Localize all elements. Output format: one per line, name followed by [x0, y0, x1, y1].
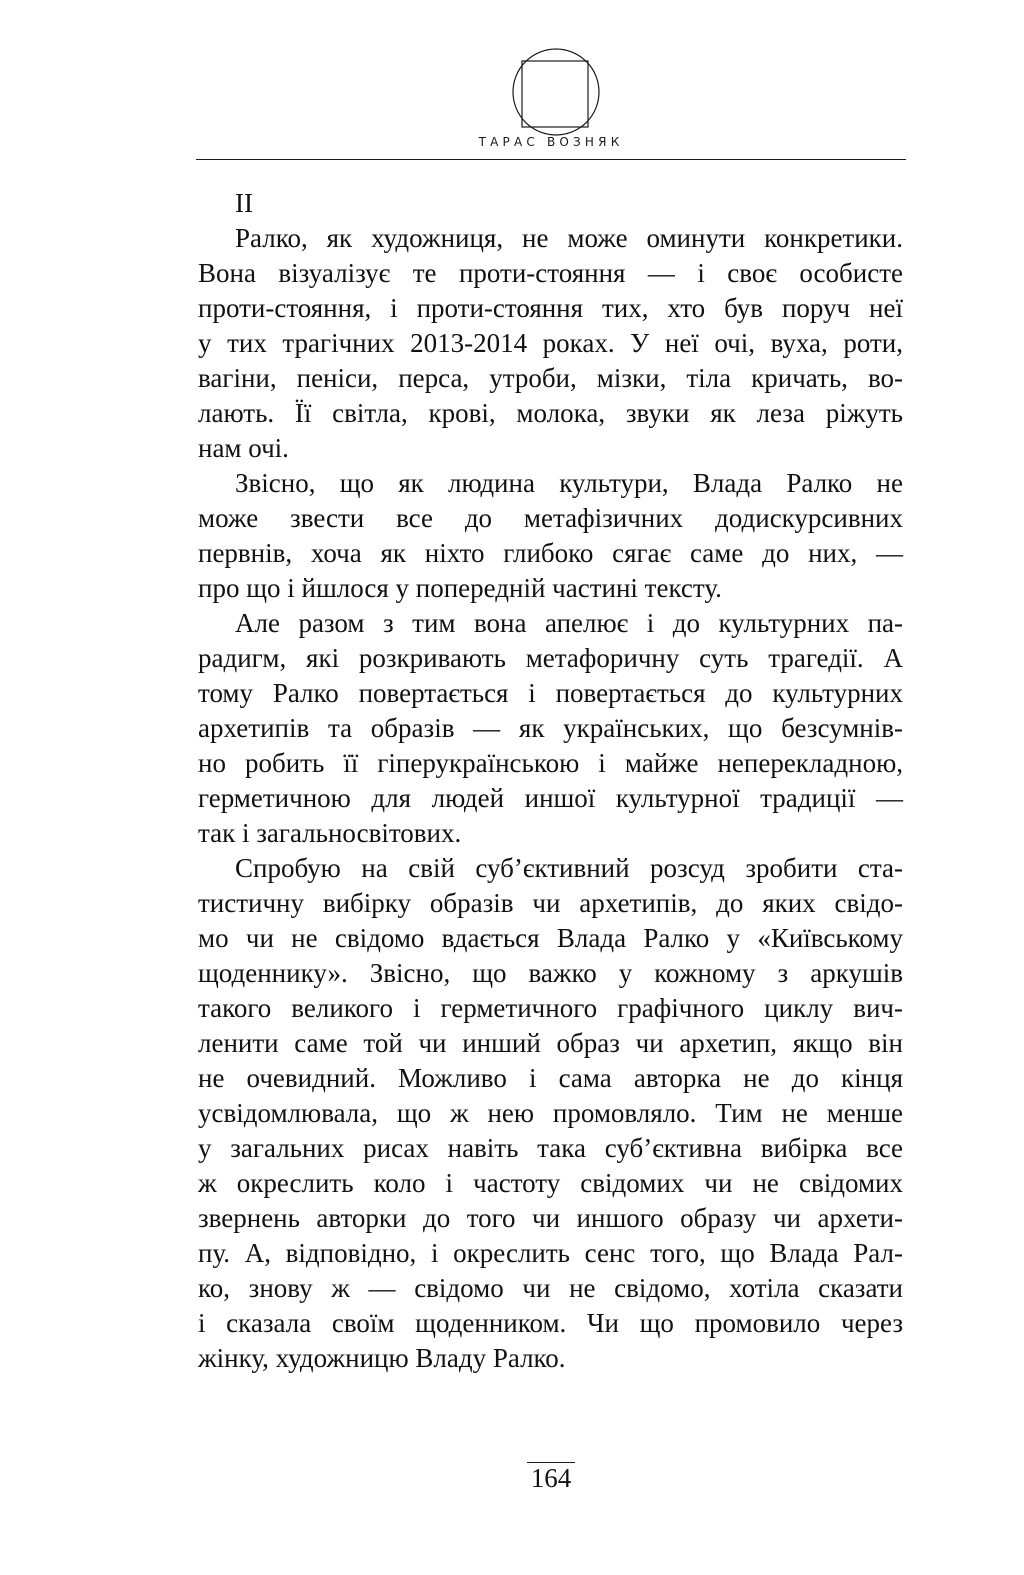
paragraphs — [198, 221, 903, 1376]
text-line: архетипів та образів — як українських, що безсумнів- — [198, 713, 903, 743]
paragraph — [198, 851, 903, 1376]
text-line: проти-стояння, і проти-стояння тих, хто був поруч неї — [198, 293, 903, 323]
page-number-wrap — [196, 1463, 906, 1494]
section-number: II — [235, 188, 253, 218]
text-line: у тих трагічних 2013-2014 роках. У неї очі, вуха, роти, — [198, 328, 903, 358]
text-line: мо чи не свідомо вдається Влада Ралко у «Київському — [198, 923, 903, 953]
paragraph — [198, 221, 903, 466]
text-line: такого великого і герметичного графічного циклу вич- — [198, 993, 903, 1023]
text-line: у загальних рисах навіть така суб’єктивна вибірка все — [198, 1133, 903, 1163]
text-line: радигм, які розкривають метафоричну суть трагедії. А — [198, 643, 903, 673]
page-number: 164 — [527, 1462, 576, 1493]
text-line: но робить її гіперукраїнською і майже неперекладною, — [198, 748, 903, 778]
text-line: ко, знову ж — свідомо чи не свідомо, хотіла сказати — [198, 1273, 903, 1303]
text-line: вагіни, пеніси, перса, утроби, мізки, тіла кричать, во- — [198, 363, 903, 393]
text-line: ленити саме той чи инший образ чи архетип, якщо він — [198, 1028, 903, 1058]
circle-square-emblem-icon — [511, 47, 601, 137]
text-line: про що і йшлося у попередній частині тексту. — [198, 573, 722, 603]
running-head: ТАРАС ВОЗНЯК — [478, 135, 624, 149]
text-line: жінку, художницю Владу Ралко. — [198, 1343, 566, 1373]
text-line: Спробую на свій суб’єктивний розсуд зробити ста- — [235, 853, 903, 883]
text-line: може звести все до метафізичних додискурсивних — [198, 503, 903, 533]
text-line: Але разом з тим вона апелює і до культурних па- — [235, 608, 903, 638]
text-line: звернень авторки до того чи иншого образу чи архети- — [198, 1203, 903, 1233]
text-line: нам очі. — [198, 433, 289, 463]
text-line: Вона візуалізує те проти-стояння — і своє особисте — [198, 258, 903, 288]
paragraph — [198, 466, 903, 606]
paragraph — [198, 606, 903, 851]
text-line: тистичну вибірку образів чи архетипів, до яких свідо- — [198, 888, 903, 918]
text-line: лають. Її світла, крові, молока, звуки як леза ріжуть — [198, 398, 903, 428]
text-line: Звісно, що як людина культури, Влада Ралко не — [235, 468, 903, 498]
text-line: герметичною для людей иншої культурної традиції — — [198, 783, 903, 813]
text-line: тому Ралко повертається і повертається до культурних — [198, 678, 903, 708]
text-line: Ралко, як художниця, не може оминути конкретики. — [235, 223, 903, 253]
text-line: так і загальносвітових. — [198, 818, 462, 848]
text-line: не очевидний. Можливо і сама авторка не до кінця — [198, 1063, 903, 1093]
body-text — [198, 186, 903, 1376]
text-line: усвідомлювала, що ж нею промовляло. Тим не менше — [198, 1098, 903, 1128]
text-line: ж окреслить коло і частоту свідомих чи не свідомих — [198, 1168, 903, 1198]
header-rule — [196, 159, 906, 160]
text-line: і сказала своїм щоденником. Чи що промовило через — [198, 1308, 903, 1338]
text-line: пу. А, відповідно, і окреслить сенс того, що Влада Рал- — [198, 1238, 903, 1268]
text-line: первнів, хоча як ніхто глибоко сягає саме до них, — — [198, 538, 903, 568]
text-line: щоденнику». Звісно, що важко у кожному з аркушів — [198, 958, 903, 988]
